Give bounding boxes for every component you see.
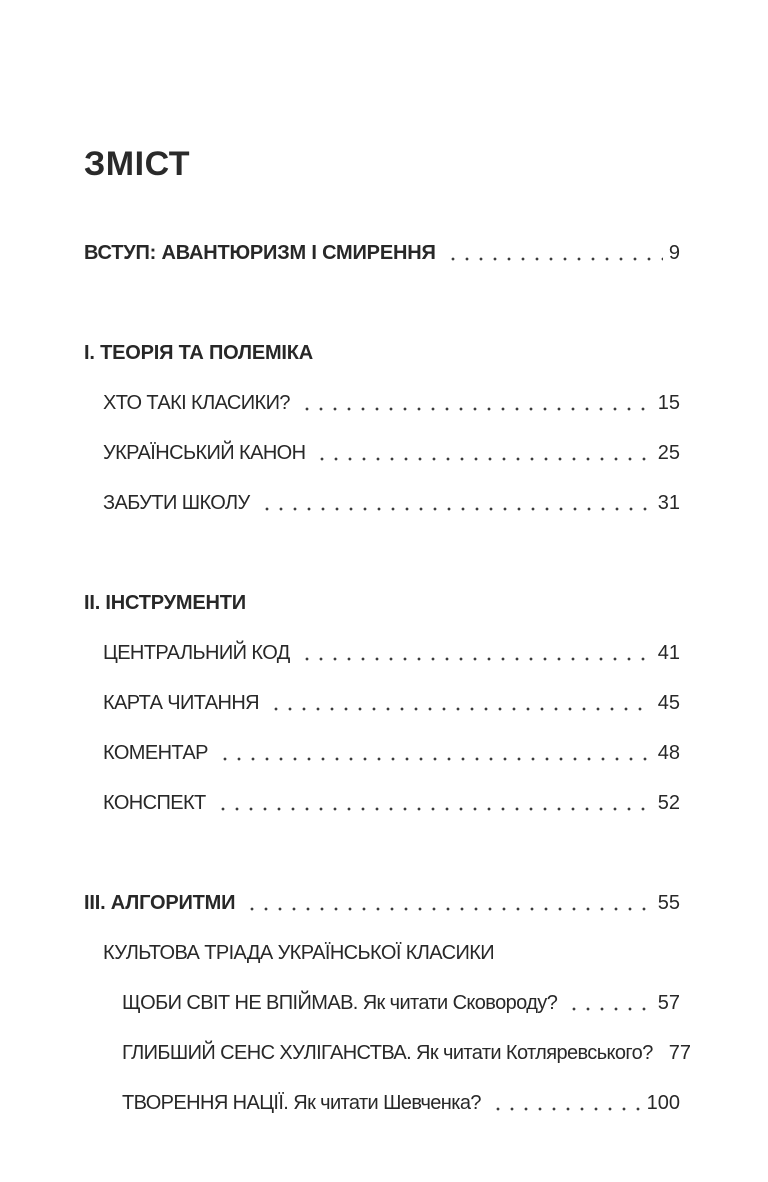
toc-entry-label: ЗАБУТИ ШКОЛУ (103, 492, 250, 514)
toc-entry (84, 441, 680, 465)
toc-entry-label: УКРАЇНСЬКИЙ КАНОН (103, 442, 306, 464)
toc-entry-page: 52 (657, 792, 680, 814)
toc-section-heading (84, 591, 680, 615)
dot-leader (491, 1107, 641, 1111)
toc-section-label: ІІ. ІНСТРУМЕНТИ (84, 592, 246, 614)
toc-entry (84, 741, 680, 765)
toc-section-label: І. ТЕОРІЯ ТА ПОЛЕМІКА (84, 342, 314, 364)
toc-subsection-heading (84, 941, 680, 965)
toc-entry-page: 100 (646, 1092, 680, 1114)
toc-entry-page: 9 (668, 242, 680, 264)
dot-leader (300, 407, 652, 411)
dot-leader (300, 657, 652, 661)
toc-entry-label: ТВОРЕННЯ НАЦІЇ. Як читати Шевченка? (122, 1092, 481, 1114)
toc-entry-page: 25 (657, 442, 680, 464)
toc-entry (84, 491, 680, 515)
dot-leader (446, 257, 663, 261)
toc-entry-label: ВСТУП: АВАНТЮРИЗМ І СМИРЕННЯ (84, 242, 436, 264)
toc-entry-intro (84, 241, 680, 265)
toc-entry-page: 31 (657, 492, 680, 514)
dot-leader (218, 757, 652, 761)
toc-entry-label: ЩОБИ СВІТ НЕ ВПІЙМАВ. Як читати Сковороду? (122, 992, 558, 1014)
toc-entry (84, 1091, 680, 1115)
toc-entry-page: 57 (657, 992, 680, 1014)
toc-entry (84, 641, 680, 665)
toc-entry-page: 48 (657, 742, 680, 764)
toc-entry-page: 77 (668, 1042, 691, 1064)
toc-entry-page: 41 (657, 642, 680, 664)
dot-leader (315, 457, 651, 461)
toc-section-heading (84, 341, 680, 365)
toc-entry-label: КОНСПЕКТ (103, 792, 206, 814)
dot-leader (216, 807, 652, 811)
toc-entry (84, 691, 680, 715)
toc-section-label: ІІІ. АЛГОРИТМИ (84, 892, 236, 914)
toc-entry-label: КАРТА ЧИТАННЯ (103, 692, 260, 714)
dot-leader (245, 907, 651, 911)
toc-entry-page: 15 (657, 392, 680, 414)
toc-entry (84, 791, 680, 815)
page-title: ЗМІСТ (84, 145, 191, 183)
dot-leader (567, 1007, 652, 1011)
toc-entry-label: КУЛЬТОВА ТРІАДА УКРАЇНСЬКОЇ КЛАСИКИ (103, 942, 495, 964)
toc-entry-page: 55 (657, 892, 680, 914)
toc-entry-label: ЦЕНТРАЛЬНИЙ КОД (103, 642, 290, 664)
dot-leader (269, 707, 652, 711)
toc-entry-label: КОМЕНТАР (103, 742, 208, 764)
toc-entry (84, 1041, 691, 1065)
dot-leader (260, 507, 652, 511)
toc-entry-label: ХТО ТАКІ КЛАСИКИ? (103, 392, 290, 414)
toc-entry-page: 45 (657, 692, 680, 714)
toc-entry (84, 391, 680, 415)
toc-section-heading (84, 891, 680, 915)
toc-entry (84, 991, 680, 1015)
toc-entry-label: ГЛИБШИЙ СЕНС ХУЛІГАНСТВА. Як читати Котляревського? (122, 1042, 653, 1064)
